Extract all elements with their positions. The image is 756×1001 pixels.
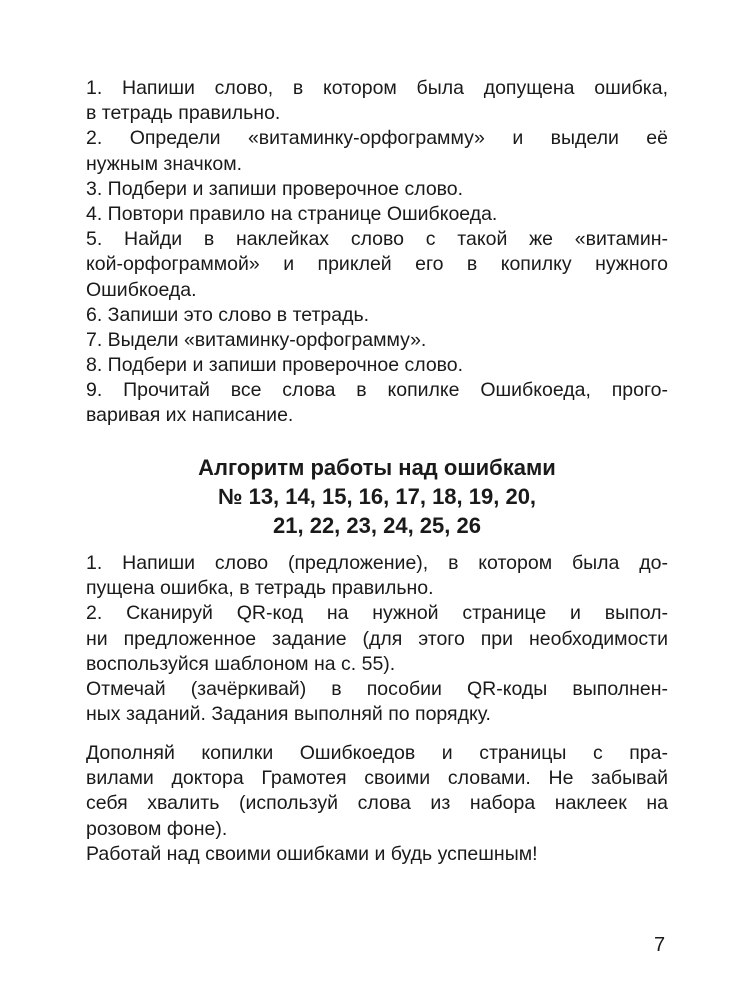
closing-paragraph (86, 741, 668, 867)
paragraph-line: вилами доктора Грамотея своими словами. Не забывай (86, 767, 668, 790)
heading-line-2: № 13, 14, 15, 16, 17, 18, 19, 20, (217, 484, 537, 509)
list-line: 1. Напиши слово, в котором была допущена ошибка, (86, 77, 668, 99)
list-line: нужным значком. (86, 152, 243, 175)
list-line: пущена ошибка, в тетрадь правильно. (86, 577, 434, 600)
list-line: Ошибкоеда. (86, 278, 197, 301)
list-line: 6. Запиши это слово в тетрадь. (86, 303, 370, 326)
section-heading (86, 453, 668, 540)
list-line: 3. Подбери и запиши проверочное слово. (86, 177, 464, 200)
error-work-steps-list (86, 551, 668, 727)
list-line: 8. Подбери и запиши проверочное слово. (86, 354, 464, 377)
list-line: 1. Напиши слово (предложение), в котором была до- (86, 552, 668, 574)
list-line: 4. Повтори правило на странице Ошибкоеда. (86, 202, 498, 225)
list-line: воспользуйся шаблоном на с. 55). (86, 652, 396, 675)
list-line: ни предложенное задание (для этого при необходимости (86, 627, 668, 650)
paragraph-line: себя хвалить (используй слова из набора наклеек на (86, 792, 668, 815)
list-line: 5. Найди в наклейках слово с такой же «витамин- (86, 228, 668, 251)
heading-line-3: 21, 22, 23, 24, 25, 26 (273, 513, 481, 538)
list-line: 2. Определи «витаминку-орфограмму» и выдели её (86, 127, 668, 150)
paragraph-line: Работай над своими ошибками и будь успешным! (86, 842, 538, 865)
heading-line-1: Алгоритм работы над ошибками (198, 455, 556, 480)
page-number: 7 (654, 934, 666, 956)
list-line: кой-орфограммой» и приклей его в копилку нужного (86, 253, 668, 276)
list-line: варивая их написание. (86, 404, 294, 427)
list-line: 7. Выдели «витаминку-орфограмму». (86, 328, 427, 351)
list-line: 9. Прочитай все слова в копилке Ошибкоеда, прого- (86, 379, 668, 402)
paragraph-line: Дополняй копилки Ошибкоедов и страницы с пра- (86, 742, 668, 764)
list-line: в тетрадь правильно. (86, 102, 281, 125)
list-line: ных заданий. Задания выполняй по порядку. (86, 703, 491, 726)
paragraph-line: розовом фоне). (86, 817, 228, 840)
list-line: 2. Сканируй QR-код на нужной странице и выпол- (86, 602, 668, 625)
list-line: Отмечай (зачёркивай) в пособии QR-коды выполнен- (86, 677, 668, 700)
algorithm-steps-list (86, 76, 668, 429)
